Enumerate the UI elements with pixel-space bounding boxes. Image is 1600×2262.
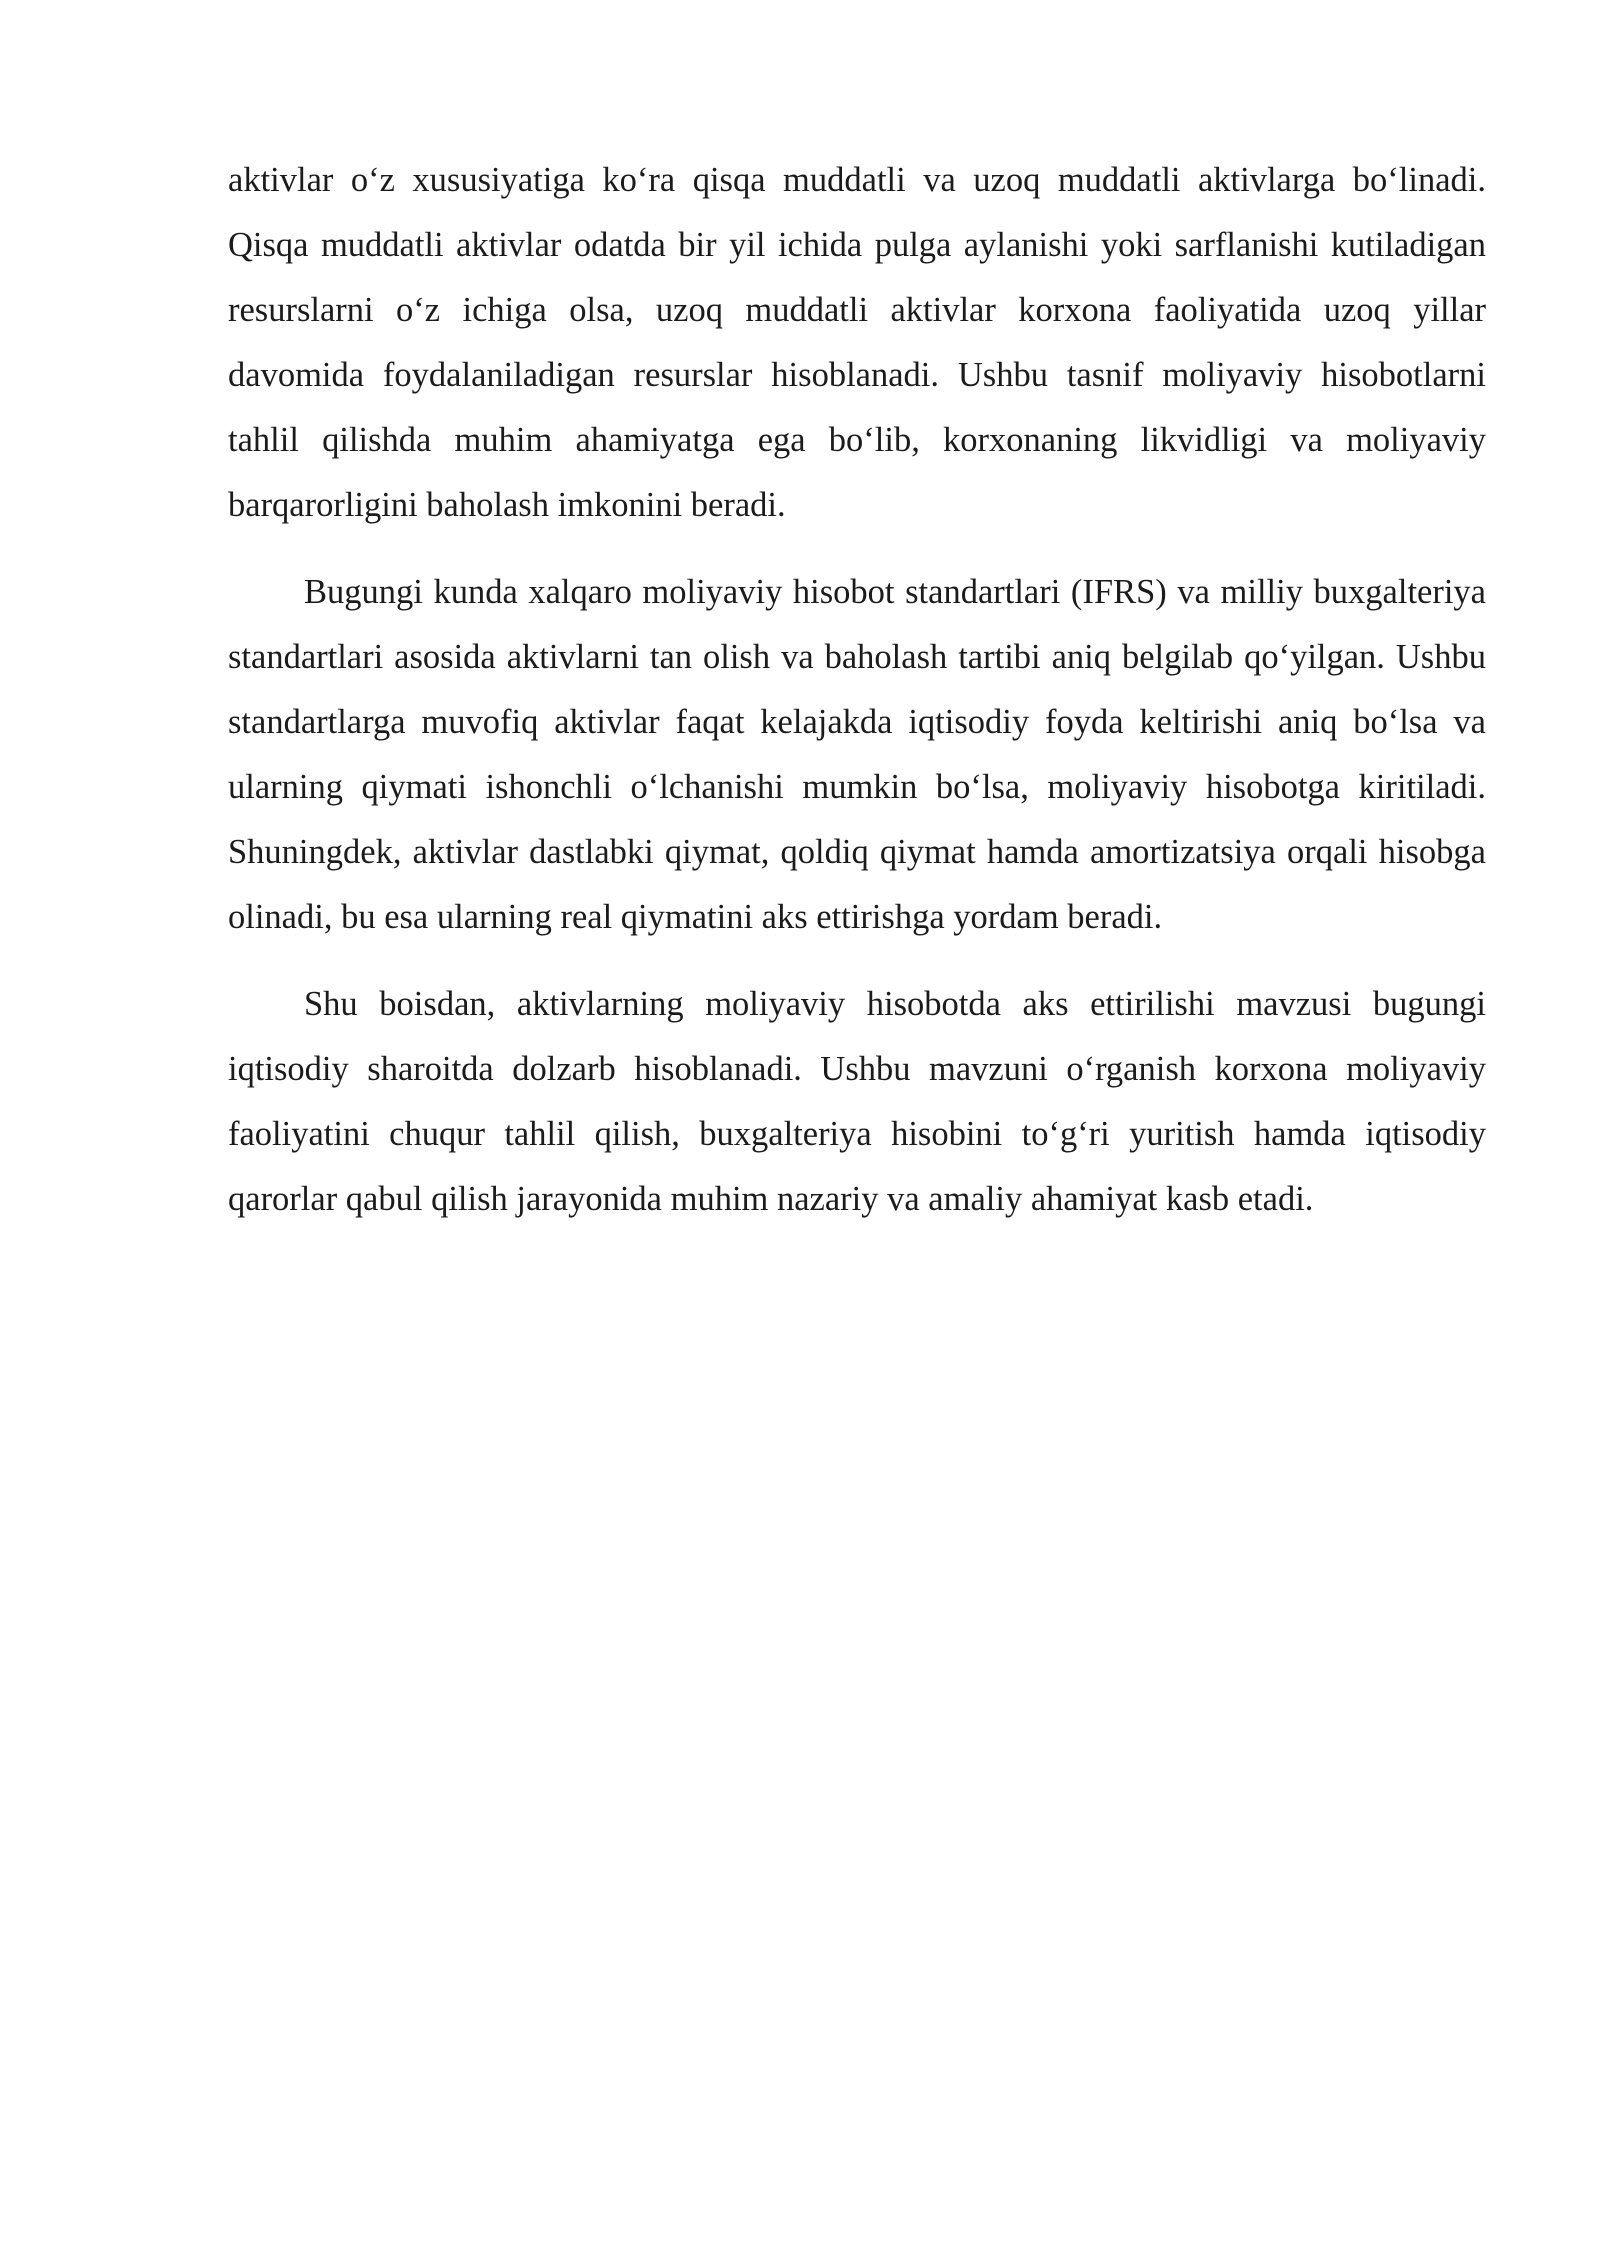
body-text (228, 148, 1486, 1254)
paragraph-2: Bugungi kunda xalqaro moliyaviy hisobot standartlari (IFRS) va milliy buxgalteriya standartlari asosida aktivlarni tan olish va baholash tartibi aniq belgilab qo‘yilgan. Ushbu standartlarga muvofiq aktivlar faqat kelajakda iqtisodiy foyda keltirishi aniq bo‘lsa va ularning qiymati ishonchli o‘lchanishi mumkin bo‘lsa, moliyaviy hisobotga kiritiladi. Shuningdek, aktivlar dastlabki qiymat, qoldiq qiymat hamda amortizatsiya orqali hisobga olinadi, bu esa ularning real qiymatini aks ettirishga yordam beradi. (228, 573, 1486, 936)
paragraph-3: Shu boisdan, aktivlarning moliyaviy hisobotda aks ettirilishi mavzusi bugungi iqtisodiy sharoitda dolzarb hisoblanadi. Ushbu mavzuni o‘rganish korxona moliyaviy faoliyatini chuqur tahlil qilish, buxgalteriya hisobini to‘g‘ri yuritish hamda iqtisodiy qarorlar qabul qilish jarayonida muhim nazariy va amaliy ahamiyat kasb etadi. (228, 985, 1486, 1218)
paragraph-1: aktivlar o‘z xususiyatiga ko‘ra qisqa muddatli va uzoq muddatli aktivlarga bo‘linadi. Qisqa muddatli aktivlar odatda bir yil ichida pulga aylanishi yoki sarflanishi kutiladigan resurslarni o‘z ichiga olsa, uzoq muddatli aktivlar korxona faoliyatida uzoq yillar davomida foydalaniladigan resurslar hisoblanadi. Ushbu tasnif moliyaviy hisobotlarni tahlil qilishda muhim ahamiyatga ega bo‘lib, korxonaning likvidligi va moliyaviy barqarorligini baholash imkonini beradi. (228, 161, 1486, 524)
